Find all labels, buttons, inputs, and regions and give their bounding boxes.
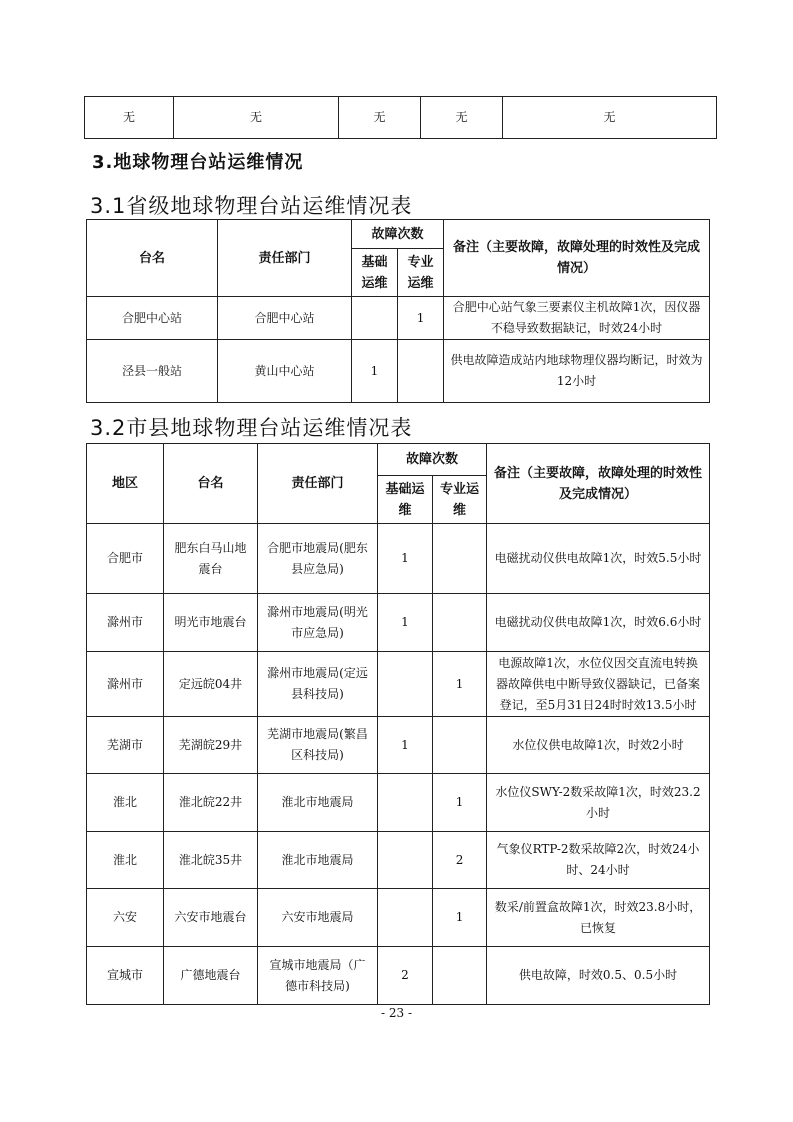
- region-cell: 合肥市: [87, 524, 164, 594]
- station-cell: 定远皖04井: [164, 652, 258, 717]
- basic-cell: [378, 889, 433, 947]
- region-cell: 芜湖市: [87, 717, 164, 774]
- pro-cell: 1: [398, 297, 444, 340]
- top-table: [84, 96, 717, 139]
- remark-cell: 供电故障，时效0.5、0.5小时: [487, 947, 710, 1005]
- pro-cell: 1: [433, 774, 487, 832]
- basic-cell: [378, 774, 433, 832]
- station-cell: 明光市地震台: [164, 594, 258, 652]
- remark-cell: 数采/前置盒故障1次，时效23.8小时，已恢复: [487, 889, 710, 947]
- header-dept: 责任部门: [258, 444, 378, 524]
- remark-cell: 电磁扰动仪供电故障1次，时效6.6小时: [487, 594, 710, 652]
- dept-cell: 黄山中心站: [218, 340, 352, 403]
- table-row: [87, 594, 710, 652]
- region-cell: 滁州市: [87, 652, 164, 717]
- station-cell: 六安市地震台: [164, 889, 258, 947]
- remark-cell: 水位仪供电故障1次，时效2小时: [487, 717, 710, 774]
- table-row: [87, 717, 710, 774]
- table-row: [87, 947, 710, 1005]
- station-cell: 泾县一般站: [87, 340, 218, 403]
- pro-cell: 1: [433, 652, 487, 717]
- table-row: [87, 832, 710, 889]
- table-row: [87, 652, 710, 717]
- pro-cell: [398, 340, 444, 403]
- pro-cell: 1: [433, 889, 487, 947]
- remark-cell: 气象仪RTP-2数采故障2次，时效24小时、24小时: [487, 832, 710, 889]
- station-cell: 淮北皖22井: [164, 774, 258, 832]
- station-cell: 淮北皖35井: [164, 832, 258, 889]
- top-cell: 无: [421, 97, 503, 139]
- dept-cell: 淮北市地震局: [258, 774, 378, 832]
- header-basic: 基础运维: [352, 249, 398, 297]
- pro-cell: [433, 524, 487, 594]
- basic-cell: 1: [378, 524, 433, 594]
- dept-cell: 合肥市地震局(肥东县应急局): [258, 524, 378, 594]
- basic-cell: 1: [352, 340, 398, 403]
- basic-cell: [352, 297, 398, 340]
- dept-cell: 合肥中心站: [218, 297, 352, 340]
- top-cell: 无: [174, 97, 339, 139]
- region-cell: 滁州市: [87, 594, 164, 652]
- basic-cell: 2: [378, 947, 433, 1005]
- basic-cell: 1: [378, 594, 433, 652]
- header-remark: 备注（主要故障，故障处理的时效性及完成情况）: [487, 444, 710, 524]
- provincial-table: [86, 219, 710, 403]
- top-cell: 无: [503, 97, 717, 139]
- top-cell: 无: [339, 97, 421, 139]
- pro-cell: [433, 717, 487, 774]
- header-region: 地区: [87, 444, 164, 524]
- station-cell: 合肥中心站: [87, 297, 218, 340]
- table-row: [87, 340, 710, 403]
- region-cell: 淮北: [87, 774, 164, 832]
- header-station: 台名: [87, 220, 218, 297]
- basic-cell: 1: [378, 717, 433, 774]
- section-3-2-heading: 3.2市县地球物理台站运维情况表: [90, 416, 413, 440]
- top-cell: 无: [85, 97, 174, 139]
- remark-cell: 水位仪SWY-2数采故障1次，时效23.2小时: [487, 774, 710, 832]
- region-cell: 六安: [87, 889, 164, 947]
- pro-cell: 2: [433, 832, 487, 889]
- header-faults: 故障次数: [378, 444, 487, 476]
- pro-cell: [433, 594, 487, 652]
- header-basic: 基础运维: [378, 476, 433, 524]
- dept-cell: 淮北市地震局: [258, 832, 378, 889]
- basic-cell: [378, 652, 433, 717]
- pro-cell: [433, 947, 487, 1005]
- header-station: 台名: [164, 444, 258, 524]
- header-remark: 备注（主要故障，故障处理的时效性及完成情况）: [444, 220, 710, 297]
- dept-cell: 宣城市地震局（广德市科技局): [258, 947, 378, 1005]
- remark-cell: 供电故障造成站内地球物理仪器均断记，时效为12小时: [444, 340, 710, 403]
- station-cell: 芜湖皖29井: [164, 717, 258, 774]
- station-cell: 广德地震台: [164, 947, 258, 1005]
- dept-cell: 滁州市地震局(定远县科技局): [258, 652, 378, 717]
- basic-cell: [378, 832, 433, 889]
- section-3-1-heading: 3.1省级地球物理台站运维情况表: [90, 194, 413, 218]
- header-pro: 专业运维: [433, 476, 487, 524]
- dept-cell: 滁州市地震局(明光市应急局): [258, 594, 378, 652]
- table-row: [87, 297, 710, 340]
- station-cell: 肥东白马山地震台: [164, 524, 258, 594]
- remark-cell: 电源故障1次，水位仪因交直流电转换器故障供电中断导致仪器缺记，已备案登记，至5月31日24时时效13.5小时: [487, 652, 710, 717]
- header-dept: 责任部门: [218, 220, 352, 297]
- table-row: [87, 774, 710, 832]
- region-cell: 宣城市: [87, 947, 164, 1005]
- header-pro: 专业运维: [398, 249, 444, 297]
- remark-cell: 合肥中心站气象三要素仪主机故障1次，因仪器不稳导致数据缺记，时效24小时: [444, 297, 710, 340]
- region-cell: 淮北: [87, 832, 164, 889]
- table-row: [87, 889, 710, 947]
- remark-cell: 电磁扰动仪供电故障1次，时效5.5小时: [487, 524, 710, 594]
- page-number: - 23 -: [380, 1006, 412, 1020]
- table-row: [87, 524, 710, 594]
- dept-cell: 芜湖市地震局(繁昌区科技局): [258, 717, 378, 774]
- dept-cell: 六安市地震局: [258, 889, 378, 947]
- header-faults: 故障次数: [352, 220, 444, 249]
- section-3-heading: 3.地球物理台站运维情况: [92, 152, 304, 173]
- city-county-table: [86, 443, 710, 1005]
